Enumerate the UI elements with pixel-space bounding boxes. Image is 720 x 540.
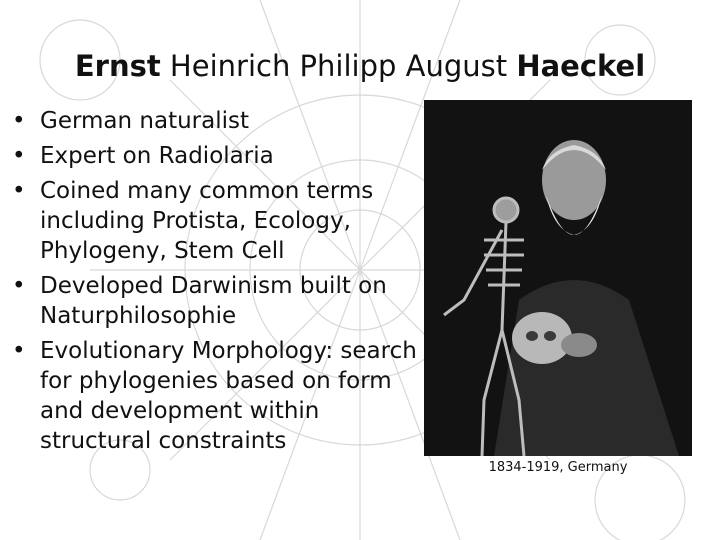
title-first-name: Ernst (74, 49, 161, 83)
title-last-name: Haeckel (516, 49, 646, 83)
bullet-item: • Expert on Radiolaria (10, 141, 425, 171)
title-middle-names: Heinrich Philipp August (160, 49, 517, 83)
bullet-item: • German naturalist (10, 106, 425, 136)
portrait-photo (424, 100, 692, 456)
photo-caption: 1834-1919, Germany (488, 460, 628, 475)
bullet-item: • Developed Darwinism built on Naturphilosophie (10, 271, 425, 331)
bullet-item: • Coined many common terms including Protista, Ecology, Phylogeny, Stem Cell (10, 176, 425, 266)
bullet-item: • Evolutionary Morphology: search for phylogenies based on form and development within structural constraints (10, 336, 425, 456)
bullet-list (10, 106, 425, 461)
page-title (0, 46, 720, 86)
